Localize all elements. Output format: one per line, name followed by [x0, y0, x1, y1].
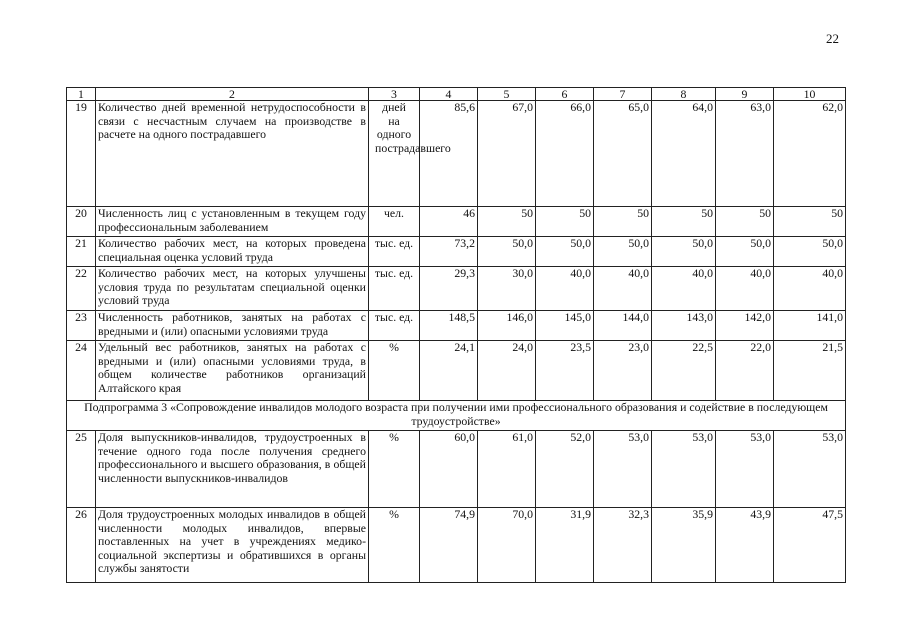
value-cell: 145,0 [536, 311, 594, 341]
indicator-name: Доля выпускников-инвалидов, трудоустроенных в течение одного года после получения среднего профессионального и высшего образования, в общей численности выпускников-инвалидов [96, 431, 369, 508]
row-number: 22 [67, 267, 96, 311]
value-cell: 21,5 [774, 341, 846, 401]
row-number: 19 [67, 101, 96, 207]
value-cell: 70,0 [478, 508, 536, 583]
row-number: 25 [67, 431, 96, 508]
value-cell: 148,5 [420, 311, 478, 341]
unit-cell: тыс. ед. [369, 267, 420, 311]
header-cell: 8 [652, 88, 716, 101]
value-cell: 50,0 [536, 237, 594, 267]
value-cell: 50,0 [478, 237, 536, 267]
value-cell: 46 [420, 207, 478, 237]
value-cell: 40,0 [594, 267, 652, 311]
table-row [67, 207, 846, 237]
indicator-name: Количество рабочих мест, на которых проведена специальная оценка условий труда [96, 237, 369, 267]
value-cell: 53,0 [652, 431, 716, 508]
table-row [67, 341, 846, 401]
header-cell: 6 [536, 88, 594, 101]
table-row [67, 508, 846, 583]
value-cell: 53,0 [594, 431, 652, 508]
table-row [67, 311, 846, 341]
value-cell: 146,0 [478, 311, 536, 341]
subprogram-title: Подпрограмма 3 «Сопровождение инвалидов молодого возраста при получении ими профессионального образования и содействие в последующем трудоустройстве» [67, 401, 846, 431]
value-cell: 50,0 [716, 237, 774, 267]
value-cell: 50 [536, 207, 594, 237]
value-cell: 30,0 [478, 267, 536, 311]
unit-cell: тыс. ед. [369, 311, 420, 341]
value-cell: 74,9 [420, 508, 478, 583]
value-cell: 50 [774, 207, 846, 237]
value-cell: 52,0 [536, 431, 594, 508]
value-cell: 50 [478, 207, 536, 237]
row-number: 24 [67, 341, 96, 401]
value-cell: 63,0 [716, 101, 774, 207]
table-row [67, 431, 846, 508]
value-cell: 50 [652, 207, 716, 237]
value-cell: 35,9 [652, 508, 716, 583]
unit-cell: % [369, 508, 420, 583]
value-cell: 43,9 [716, 508, 774, 583]
value-cell: 40,0 [716, 267, 774, 311]
value-cell: 141,0 [774, 311, 846, 341]
value-cell: 66,0 [536, 101, 594, 207]
value-cell: 67,0 [478, 101, 536, 207]
value-cell: 50 [716, 207, 774, 237]
value-cell: 40,0 [652, 267, 716, 311]
row-number: 26 [67, 508, 96, 583]
value-cell: 22,0 [716, 341, 774, 401]
page-number: 22 [826, 31, 839, 46]
value-cell: 32,3 [594, 508, 652, 583]
unit-cell: чел. [369, 207, 420, 237]
header-row [67, 88, 846, 101]
value-cell: 142,0 [716, 311, 774, 341]
indicator-name: Количество дней временной нетрудоспособности в связи с несчастным случаем на производстве в расчете на одного пострадавшего [96, 101, 369, 207]
value-cell: 40,0 [536, 267, 594, 311]
subprogram-row [67, 401, 846, 431]
value-cell: 143,0 [652, 311, 716, 341]
value-cell: 144,0 [594, 311, 652, 341]
header-cell: 7 [594, 88, 652, 101]
value-cell: 61,0 [478, 431, 536, 508]
value-cell: 50,0 [652, 237, 716, 267]
indicator-name: Численность лиц с установленным в текущем году профессиональным заболеванием [96, 207, 369, 237]
value-cell: 62,0 [774, 101, 846, 207]
value-cell: 29,3 [420, 267, 478, 311]
unit-cell: % [369, 341, 420, 401]
value-cell: 23,0 [594, 341, 652, 401]
value-cell: 50,0 [594, 237, 652, 267]
value-cell: 53,0 [716, 431, 774, 508]
value-cell: 47,5 [774, 508, 846, 583]
indicator-name: Численность работников, занятых на работах с вредными и (или) опасными условиями труда [96, 311, 369, 341]
header-cell: 10 [774, 88, 846, 101]
header-cell: 9 [716, 88, 774, 101]
unit-cell: дней на одного пострадавшего [369, 101, 420, 207]
value-cell: 85,6 [420, 101, 478, 207]
indicator-name: Удельный вес работников, занятых на работах с вредными и (или) опасными условиями труда, в общем количестве работников организаций Алтайского края [96, 341, 369, 401]
table-row [67, 101, 846, 207]
value-cell: 50,0 [774, 237, 846, 267]
value-cell: 73,2 [420, 237, 478, 267]
unit-cell: тыс. ед. [369, 237, 420, 267]
table-row [67, 267, 846, 311]
indicator-name: Количество рабочих мест, на которых улучшены условия труда по результатам специальной оценки условий труда [96, 267, 369, 311]
value-cell: 23,5 [536, 341, 594, 401]
header-cell: 3 [369, 88, 420, 101]
unit-cell: % [369, 431, 420, 508]
indicators-table [66, 87, 846, 583]
header-cell: 2 [96, 88, 369, 101]
value-cell: 22,5 [652, 341, 716, 401]
indicator-name: Доля трудоустроенных молодых инвалидов в общей численности молодых инвалидов, впервые поставленных на учет в учреждениях медико-социальной экспертизы и обратившихся в органы службы занятости [96, 508, 369, 583]
value-cell: 40,0 [774, 267, 846, 311]
header-cell: 1 [67, 88, 96, 101]
value-cell: 64,0 [652, 101, 716, 207]
value-cell: 31,9 [536, 508, 594, 583]
table-row [67, 237, 846, 267]
header-cell: 5 [478, 88, 536, 101]
value-cell: 60,0 [420, 431, 478, 508]
row-number: 21 [67, 237, 96, 267]
value-cell: 24,1 [420, 341, 478, 401]
value-cell: 50 [594, 207, 652, 237]
header-cell: 4 [420, 88, 478, 101]
value-cell: 65,0 [594, 101, 652, 207]
row-number: 23 [67, 311, 96, 341]
value-cell: 24,0 [478, 341, 536, 401]
value-cell: 53,0 [774, 431, 846, 508]
row-number: 20 [67, 207, 96, 237]
